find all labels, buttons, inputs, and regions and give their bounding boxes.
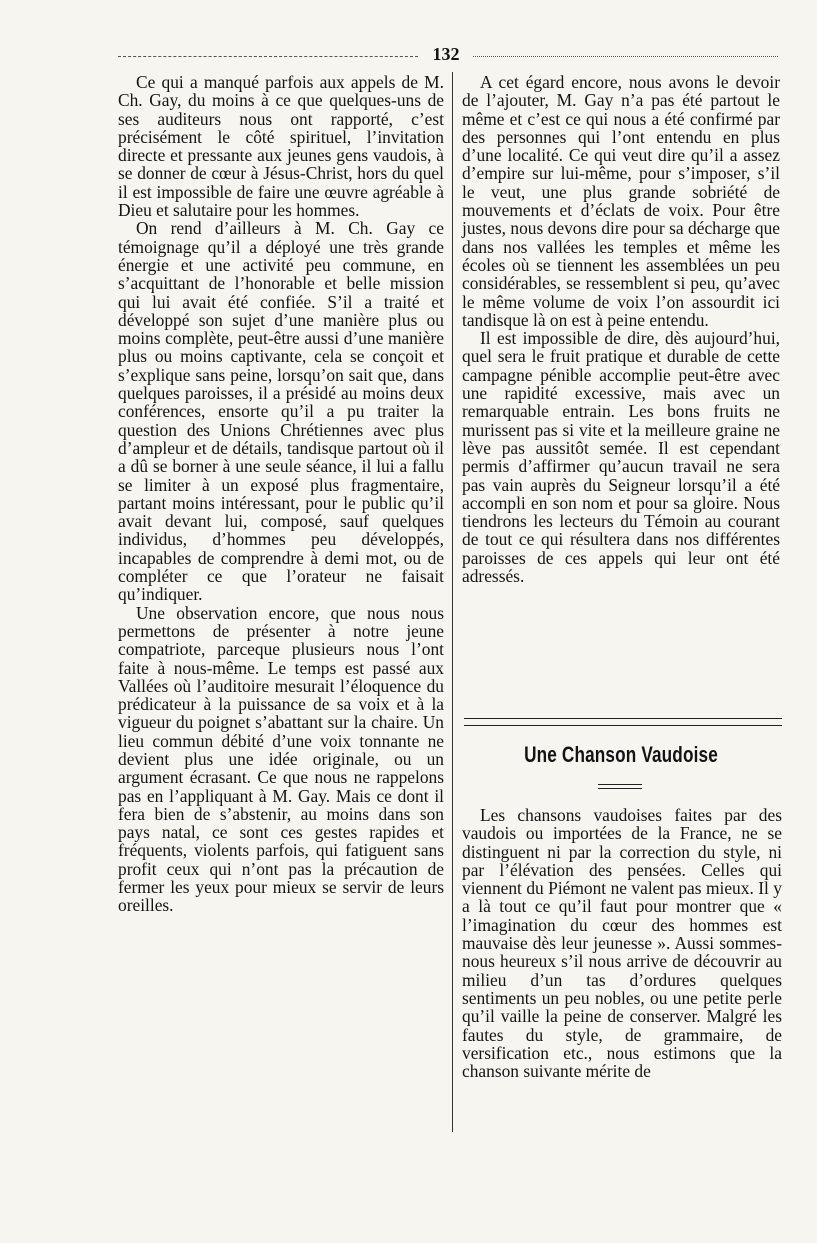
- page-header: [118, 44, 778, 68]
- header-rule-right: [473, 56, 778, 57]
- column-divider: [452, 72, 453, 1132]
- header-rule-left: [118, 56, 418, 57]
- paragraph: Il est impossible de dire, dès aujourd’hui, quel sera le fruit pratique et durable de cette campagne pénible accomplie peut-être avec une rapidité excessive, mais avec un remarquable entrain. Les bons fruits ne murissent pas si vite et la meilleure graine ne lève pas aussitôt semée. Il est cependant permis d’affirmer qu’aucun travail ne sera pas vain auprès du Seigneur lorsqu’il a été accompli en son nom et pour sa gloire. Nous tiendrons les lecteurs du Témoin au courant de tout ce qui résultera dans nos différentes paroisses de ces appels qui leur ont été adressés.: [462, 328, 780, 587]
- section-separator: [464, 718, 782, 726]
- paragraph: Ce qui a manqué parfois aux appels de M. Ch. Gay, du moins à ce que quelques-uns de ses auditeurs nous ont rapporté, c’est précisément le côté spirituel, l’invitation directe et pressante aux jeunes gens vaudois, à se donner de cœur à Jésus-Christ, hors du quel il est impossible de faire une œuvre agréable à Dieu et salutaire pour les hommes.: [118, 72, 444, 221]
- paragraph: Les chansons vaudoises faites par des vaudois ou importées de la France, ne se distinguent ni par la correction du style, ni par l’élévation des pensées. Celles qui viennent du Piémont ne valent pas mieux. Il y a là tout ce qu’il faut pour montrer que « l’imagination du cœur des hommes est mauvaise dès leur jeunesse ». Aussi sommes-nous heureux s’il nous arrive de découvrir au milieu d’un tas d’ordures quelques sentiments un peu nobles, ou une petite perle qu’il vaille la peine de conserver. Malgré les fautes du style, de grammaire, de versification etc., nous estimons que la chanson suivante mérite de: [462, 805, 782, 1082]
- page-number: 132: [432, 44, 460, 64]
- paragraph: A cet égard encore, nous avons le devoir de l’ajouter, M. Gay n’a pas été partout le même et c’est ce qui nous a été confirmé par des personnes qui l’ont entendu en plus d’une localité. Ce qui veut dire qu’il a assez d’empire sur lui-même, pour s’imposer, s’il le veut, une plus grande sobriété de mouvements et d’éclats de voix. Pour être justes, nous devons dire pour sa décharge que dans nos vallées les temples et même les écoles où se tiennent les assemblées un peu considérables, se ressemblent si peu, qu’avec le même volume de voix l’on assourdit ici tandisque là on est à peine entendu.: [462, 72, 780, 330]
- left-column: [118, 73, 444, 915]
- section-body: [462, 806, 782, 1080]
- paragraph: Une observation encore, que nous nous permettons de présenter à notre jeune compatriote, parceque plusieurs nous l’ont faite à nous-même. Le temps est passé aux Vallées où l’auditoire mesurait l’éloquence du prédicateur à la puissance de sa voix et à la vigueur du poignet s’abattant sur la chaire. Un lieu commun débité d’une voix tonnante ne devient plus une idée originale, ou un argument écrasant. Ce que nous ne rappelons pas en l’appliquant à M. Gay. Mais ce dont il fera bien de s’abstenir, au moins dans son pays natal, ce sont ces gestes rapides et fréquents, violents parfois, qui fatiguent sans profit ceux qui n’ont pas la précaution de fermer les yeux pour mieux se servir de leurs oreilles.: [118, 602, 444, 916]
- title-underline: [598, 784, 642, 789]
- right-column: [462, 73, 780, 585]
- section-title: Une Chanson Vaudoise: [524, 742, 718, 767]
- paragraph: On rend d’ailleurs à M. Ch. Gay ce témoignage qu’il a déployé une très grande énergie et une activité peu commune, en s’acquittant de l’honorable et belle mission qui lui avait été confiée. S’il a traité et développé son sujet d’une manière plus ou moins complète, peut-être aussi d’une manière plus ou moins captivante, cela se conçoit et s’explique sans peine, lorsqu’on sait que, dans quelques paroisses, il a présidé au moins deux conférences, ensorte qu’il a pu traiter la question des Unions Chrétiennes avec plus d’ampleur et de détails, tandisque partout où il a dû se borner à une seule séance, il lui a fallu se limiter à un exposé plus fragmentaire, partant moins intéressant, pour le public qu’il avait devant lui, composé, sauf quelques individus, d’hommes peu développés, incapables de comprendre à demi mot, ou de compléter ce que l’orateur ne faisait qu’indiquer.: [118, 218, 444, 605]
